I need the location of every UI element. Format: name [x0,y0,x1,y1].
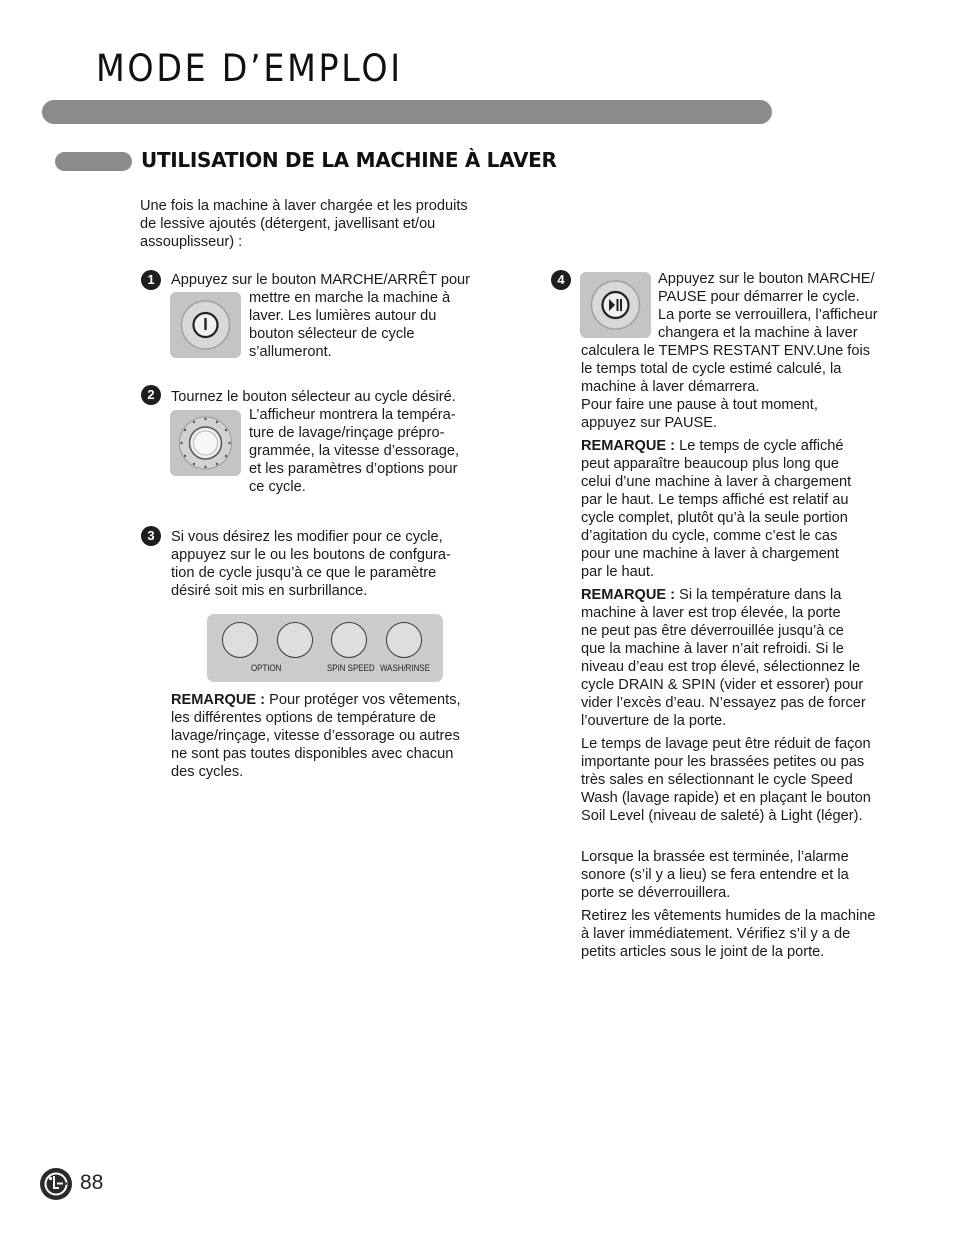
paragraph-line: à laver immédiatement. Vérifiez s’il y a de [581,926,851,942]
paragraph-line: Retirez les vêtements humides de la machine [581,908,876,924]
cycle-options-panel [207,614,443,682]
panel-button-1 [222,622,258,658]
section-marker [55,152,132,171]
step-2-text [171,388,501,496]
note-line [581,586,911,604]
note-line: cycle complet, plutôt qu’à la seule portion [581,510,848,526]
step-4-line: Appuyez sur le bouton MARCHE/ [658,271,875,287]
wash-rinse-label: WASH/RINSE [380,663,430,673]
paragraph-line: porte se déverrouillera. [581,885,731,901]
step-4-line: changera et la machine à laver [658,325,858,341]
note-line: ne peut pas être déverrouillée jusqu’à ce [581,623,844,639]
step-3-number: 3 [141,526,161,546]
note-line: cycle DRAIN & SPIN (vider et essorer) pour [581,677,864,693]
step-1-line: laver. Les lumières autour du [249,308,437,324]
note-line: que la machine à laver n’ait refroidi. Si le [581,641,844,657]
note-line [581,437,911,455]
note-text: Pour protéger vos vêtements, [265,692,461,708]
paragraph-line: petits articles sous le joint de la porte. [581,944,825,960]
step-3-line: appuyez sur le ou les boutons de confgura- [171,547,451,563]
note-line: les différentes options de température de [171,710,437,726]
note-line: niveau d’eau est trop élevé, sélectionnez le [581,659,861,675]
spin-speed-label: SPIN SPEED [327,663,375,673]
intro-text [140,197,490,251]
step-1-line: bouton sélecteur de cycle [249,326,415,342]
step-2-number: 2 [141,385,161,405]
paragraph-line: très sales en sélectionnant le cycle Speed [581,772,853,788]
note-line: l’ouverture de la porte. [581,713,727,729]
section-title: UTILISATION DE LA MACHINE À LAVER [141,148,557,172]
step-2-line: ture de lavage/rinçage prépro- [249,425,445,441]
panel-button-2 [277,622,313,658]
step-4-line: machine à laver démarrera. [581,379,760,395]
note-line: ne sont pas toutes disponibles avec chacun [171,746,454,762]
note-text: Si la température dans la [675,587,842,603]
step-2-line: ce cycle. [249,479,306,495]
page-number: 88 [80,1171,104,1194]
note-text: Le temps de cycle affiché [675,438,844,454]
step-4-line: calculera le TEMPS RESTANT ENV.Une fois [581,343,871,359]
lg-logo-icon [39,1167,73,1201]
step-1-line: Appuyez sur le bouton MARCHE/ARRÊT pour [171,272,471,288]
step-3-text [171,528,501,600]
step-3-line: Si vous désirez les modifier pour ce cycle, [171,529,443,545]
note-line: par le haut. Le temps affiché est relatif au [581,492,849,508]
note-label: REMARQUE : [581,438,676,454]
intro-paragraph: Une fois la machine à laver chargée et les produits de lessive ajoutés (détergent, javellisant et/ou assouplisseur) : [140,198,468,250]
step-4-number: 4 [551,270,571,290]
step-4-line: Pour faire une pause à tout moment, [581,397,818,413]
step-4-line: appuyez sur PAUSE. [581,415,718,431]
header-bar [42,100,772,124]
note-line [171,691,501,709]
paragraph-line: sonore (s’il y a lieu) se fera entendre et la [581,867,849,883]
note-label: REMARQUE : [171,692,266,708]
step-2-line: L’afficheur montrera la tempéra- [249,407,456,423]
step-2-line: grammée, la vitesse d’essorage, [249,443,460,459]
note-line: des cycles. [171,764,244,780]
step-1-number: 1 [141,270,161,290]
note-line: pour une machine à laver à chargement [581,546,839,562]
option-label: OPTION [251,663,282,673]
paragraph-line: Wash (lavage rapide) et en plaçant le bouton [581,790,871,806]
step-1-line: s’allumeront. [249,344,332,360]
note-line: vider l’excès d’eau. N’essayez pas de forcer [581,695,866,711]
step-3-line: désiré soit mis en surbrillance. [171,583,368,599]
note-line: peut apparaître beaucoup plus long que [581,456,840,472]
note-line: par le haut. [581,564,655,580]
note-line: d’agitation du cycle, comme c’est le cas [581,528,838,544]
panel-button-4 [386,622,422,658]
page-header-title: MODE D’EMPLOI [96,47,403,90]
step-2-line: et les paramètres d’options pour [249,461,458,477]
step-4-line: PAUSE pour démarrer le cycle. [658,289,860,305]
step-4-line: le temps total de cycle estimé calculé, la [581,361,842,377]
paragraph-line: Soil Level (niveau de saleté) à Light (léger). [581,808,863,824]
step-1-text [171,271,501,361]
note-line: lavage/rinçage, vitesse d’essorage ou autres [171,728,460,744]
paragraph-line: Le temps de lavage peut être réduit de façon [581,736,871,752]
paragraph-line: importante pour les brassées petites ou pas [581,754,865,770]
step-2-line: Tournez le bouton sélecteur au cycle désiré. [171,389,456,405]
note-line: celui d’une machine à laver à chargement [581,474,852,490]
step-3-line: tion de cycle jusqu’à ce que le paramètre [171,565,437,581]
step-4-text [581,270,911,961]
panel-button-3 [331,622,367,658]
step-3-note [171,691,501,781]
step-1-line: mettre en marche la machine à [249,290,451,306]
paragraph-line: Lorsque la brassée est terminée, l’alarme [581,849,849,865]
step-4-line: La porte se verrouillera, l’afficheur [658,307,878,323]
note-line: machine à laver est trop élevée, la porte [581,605,841,621]
note-label: REMARQUE : [581,587,676,603]
